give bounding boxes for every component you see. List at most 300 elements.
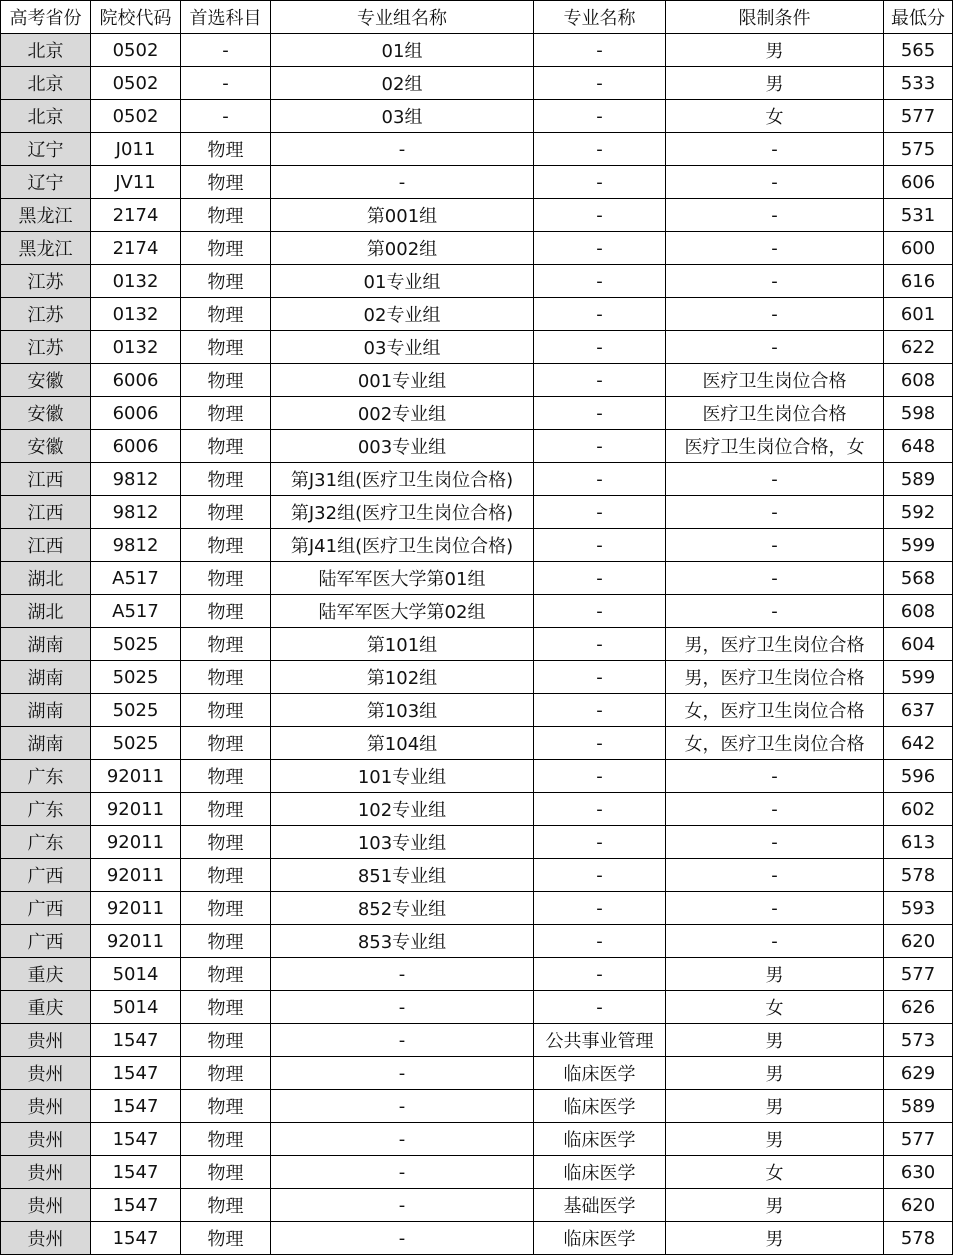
- header-school-code: 院校代码: [91, 1, 181, 34]
- cell-restriction: 男: [666, 1123, 884, 1156]
- cell-group-name: 853专业组: [271, 925, 534, 958]
- cell-school-code: 0132: [91, 265, 181, 298]
- cell-group-name: 001专业组: [271, 364, 534, 397]
- cell-restriction: 男: [666, 34, 884, 67]
- table-row: [1, 331, 953, 364]
- cell-major-name: -: [534, 562, 666, 595]
- cell-group-name: -: [271, 1123, 534, 1156]
- cell-major-name: -: [534, 628, 666, 661]
- header-min-score: 最低分: [884, 1, 953, 34]
- cell-group-name: 第J41组(医疗卫生岗位合格): [271, 529, 534, 562]
- cell-subject: 物理: [181, 1024, 271, 1057]
- table-row: [1, 1090, 953, 1123]
- cell-school-code: 1547: [91, 1057, 181, 1090]
- cell-school-code: 5025: [91, 694, 181, 727]
- cell-min-score: 622: [884, 331, 953, 364]
- cell-school-code: 0502: [91, 34, 181, 67]
- cell-restriction: 男: [666, 958, 884, 991]
- cell-min-score: 598: [884, 397, 953, 430]
- cell-min-score: 608: [884, 595, 953, 628]
- cell-school-code: 5014: [91, 958, 181, 991]
- cell-restriction: 医疗卫生岗位合格，女: [666, 430, 884, 463]
- cell-major-name: 临床医学: [534, 1090, 666, 1123]
- cell-province: 贵州: [1, 1222, 91, 1255]
- cell-major-name: 基础医学: [534, 1189, 666, 1222]
- cell-major-name: -: [534, 496, 666, 529]
- cell-min-score: 599: [884, 529, 953, 562]
- cell-min-score: 600: [884, 232, 953, 265]
- cell-min-score: 533: [884, 67, 953, 100]
- cell-school-code: 2174: [91, 232, 181, 265]
- cell-restriction: 女，医疗卫生岗位合格: [666, 727, 884, 760]
- cell-province: 辽宁: [1, 166, 91, 199]
- cell-subject: 物理: [181, 595, 271, 628]
- cell-group-name: 第J31组(医疗卫生岗位合格): [271, 463, 534, 496]
- table-row: [1, 430, 953, 463]
- cell-province: 江西: [1, 529, 91, 562]
- cell-province: 安徽: [1, 430, 91, 463]
- cell-min-score: 626: [884, 991, 953, 1024]
- cell-subject: -: [181, 67, 271, 100]
- table-row: [1, 199, 953, 232]
- cell-group-name: 03组: [271, 100, 534, 133]
- cell-group-name: 103专业组: [271, 826, 534, 859]
- cell-province: 黑龙江: [1, 199, 91, 232]
- cell-group-name: 101专业组: [271, 760, 534, 793]
- cell-province: 贵州: [1, 1090, 91, 1123]
- cell-province: 黑龙江: [1, 232, 91, 265]
- cell-subject: 物理: [181, 859, 271, 892]
- cell-subject: 物理: [181, 1189, 271, 1222]
- table-row: [1, 265, 953, 298]
- cell-province: 安徽: [1, 397, 91, 430]
- cell-min-score: 573: [884, 1024, 953, 1057]
- table-row: [1, 661, 953, 694]
- cell-subject: 物理: [181, 529, 271, 562]
- cell-subject: 物理: [181, 958, 271, 991]
- cell-school-code: 1547: [91, 1090, 181, 1123]
- cell-school-code: 0502: [91, 100, 181, 133]
- cell-group-name: -: [271, 166, 534, 199]
- cell-min-score: 578: [884, 1222, 953, 1255]
- cell-subject: 物理: [181, 463, 271, 496]
- cell-school-code: A517: [91, 562, 181, 595]
- cell-school-code: 5025: [91, 727, 181, 760]
- cell-major-name: -: [534, 595, 666, 628]
- cell-min-score: 629: [884, 1057, 953, 1090]
- table-row: [1, 991, 953, 1024]
- cell-province: 广西: [1, 925, 91, 958]
- cell-min-score: 620: [884, 1189, 953, 1222]
- table-row: [1, 232, 953, 265]
- table-row: [1, 1222, 953, 1255]
- cell-subject: 物理: [181, 1222, 271, 1255]
- cell-min-score: 592: [884, 496, 953, 529]
- cell-subject: 物理: [181, 298, 271, 331]
- header-group-name: 专业组名称: [271, 1, 534, 34]
- cell-subject: 物理: [181, 727, 271, 760]
- cell-school-code: 5014: [91, 991, 181, 1024]
- cell-subject: -: [181, 34, 271, 67]
- cell-subject: 物理: [181, 199, 271, 232]
- cell-restriction: 医疗卫生岗位合格: [666, 397, 884, 430]
- header-row: [1, 1, 953, 34]
- cell-major-name: 临床医学: [534, 1057, 666, 1090]
- cell-province: 广西: [1, 859, 91, 892]
- cell-school-code: 92011: [91, 892, 181, 925]
- cell-group-name: -: [271, 1222, 534, 1255]
- table-row: [1, 364, 953, 397]
- cell-group-name: 陆军军医大学第01组: [271, 562, 534, 595]
- table-row: [1, 166, 953, 199]
- cell-subject: 物理: [181, 1123, 271, 1156]
- cell-group-name: 02组: [271, 67, 534, 100]
- table-row: [1, 892, 953, 925]
- cell-min-score: 577: [884, 958, 953, 991]
- cell-restriction: 男，医疗卫生岗位合格: [666, 628, 884, 661]
- cell-subject: 物理: [181, 232, 271, 265]
- cell-major-name: -: [534, 463, 666, 496]
- cell-min-score: 616: [884, 265, 953, 298]
- cell-group-name: 陆军军医大学第02组: [271, 595, 534, 628]
- cell-min-score: 575: [884, 133, 953, 166]
- cell-school-code: 0132: [91, 298, 181, 331]
- cell-min-score: 602: [884, 793, 953, 826]
- cell-school-code: JV11: [91, 166, 181, 199]
- cell-restriction: 女: [666, 1156, 884, 1189]
- cell-restriction: -: [666, 232, 884, 265]
- cell-subject: 物理: [181, 1057, 271, 1090]
- cell-restriction: 医疗卫生岗位合格: [666, 364, 884, 397]
- table-row: [1, 925, 953, 958]
- table-row: [1, 34, 953, 67]
- cell-group-name: 第102组: [271, 661, 534, 694]
- cell-school-code: 6006: [91, 430, 181, 463]
- cell-group-name: 003专业组: [271, 430, 534, 463]
- cell-major-name: -: [534, 364, 666, 397]
- cell-province: 贵州: [1, 1123, 91, 1156]
- cell-school-code: 1547: [91, 1189, 181, 1222]
- cell-school-code: 9812: [91, 463, 181, 496]
- cell-province: 重庆: [1, 991, 91, 1024]
- table-row: [1, 958, 953, 991]
- cell-group-name: -: [271, 133, 534, 166]
- cell-major-name: -: [534, 958, 666, 991]
- cell-group-name: 第J32组(医疗卫生岗位合格): [271, 496, 534, 529]
- cell-major-name: -: [534, 793, 666, 826]
- cell-major-name: -: [534, 265, 666, 298]
- cell-school-code: 2174: [91, 199, 181, 232]
- cell-province: 湖南: [1, 694, 91, 727]
- cell-school-code: 1547: [91, 1222, 181, 1255]
- header-major-name: 专业名称: [534, 1, 666, 34]
- cell-major-name: -: [534, 232, 666, 265]
- cell-school-code: 1547: [91, 1156, 181, 1189]
- cell-restriction: 男: [666, 1090, 884, 1123]
- cell-school-code: 9812: [91, 496, 181, 529]
- cell-restriction: 男，医疗卫生岗位合格: [666, 661, 884, 694]
- cell-subject: 物理: [181, 430, 271, 463]
- cell-school-code: J011: [91, 133, 181, 166]
- cell-subject: 物理: [181, 694, 271, 727]
- cell-province: 湖南: [1, 628, 91, 661]
- header-restriction: 限制条件: [666, 1, 884, 34]
- table-row: [1, 694, 953, 727]
- cell-subject: 物理: [181, 166, 271, 199]
- cell-restriction: -: [666, 892, 884, 925]
- cell-group-name: -: [271, 958, 534, 991]
- cell-restriction: 女，医疗卫生岗位合格: [666, 694, 884, 727]
- cell-restriction: -: [666, 529, 884, 562]
- cell-group-name: -: [271, 1189, 534, 1222]
- cell-subject: 物理: [181, 628, 271, 661]
- cell-province: 江西: [1, 463, 91, 496]
- cell-restriction: -: [666, 133, 884, 166]
- cell-major-name: 公共事业管理: [534, 1024, 666, 1057]
- cell-subject: 物理: [181, 496, 271, 529]
- cell-school-code: 92011: [91, 826, 181, 859]
- cell-major-name: 临床医学: [534, 1123, 666, 1156]
- cell-province: 江苏: [1, 298, 91, 331]
- cell-min-score: 568: [884, 562, 953, 595]
- table-row: [1, 67, 953, 100]
- cell-group-name: 102专业组: [271, 793, 534, 826]
- table-row: [1, 1189, 953, 1222]
- table-row: [1, 1024, 953, 1057]
- cell-major-name: -: [534, 826, 666, 859]
- cell-restriction: 女: [666, 100, 884, 133]
- cell-school-code: 5025: [91, 661, 181, 694]
- cell-major-name: -: [534, 991, 666, 1024]
- cell-province: 湖北: [1, 595, 91, 628]
- table-row: [1, 298, 953, 331]
- cell-restriction: -: [666, 595, 884, 628]
- cell-group-name: -: [271, 1156, 534, 1189]
- cell-major-name: -: [534, 661, 666, 694]
- cell-province: 湖南: [1, 661, 91, 694]
- cell-major-name: -: [534, 859, 666, 892]
- cell-restriction: -: [666, 562, 884, 595]
- cell-group-name: 01专业组: [271, 265, 534, 298]
- cell-subject: 物理: [181, 397, 271, 430]
- cell-major-name: -: [534, 430, 666, 463]
- table-row: [1, 1057, 953, 1090]
- cell-school-code: 92011: [91, 925, 181, 958]
- cell-school-code: 92011: [91, 859, 181, 892]
- cell-min-score: 608: [884, 364, 953, 397]
- cell-min-score: 577: [884, 1123, 953, 1156]
- header-province: 高考省份: [1, 1, 91, 34]
- cell-group-name: 852专业组: [271, 892, 534, 925]
- cell-subject: 物理: [181, 331, 271, 364]
- cell-subject: 物理: [181, 364, 271, 397]
- table-row: [1, 1156, 953, 1189]
- cell-major-name: 临床医学: [534, 1222, 666, 1255]
- cell-group-name: 第103组: [271, 694, 534, 727]
- cell-restriction: -: [666, 298, 884, 331]
- cell-subject: 物理: [181, 133, 271, 166]
- cell-school-code: 1547: [91, 1123, 181, 1156]
- cell-restriction: 男: [666, 67, 884, 100]
- cell-school-code: 0132: [91, 331, 181, 364]
- cell-major-name: -: [534, 760, 666, 793]
- cell-province: 贵州: [1, 1057, 91, 1090]
- cell-min-score: 604: [884, 628, 953, 661]
- cell-restriction: -: [666, 760, 884, 793]
- cell-restriction: -: [666, 265, 884, 298]
- table-row: [1, 133, 953, 166]
- cell-subject: 物理: [181, 562, 271, 595]
- cell-min-score: 531: [884, 199, 953, 232]
- table-body: [1, 34, 953, 1255]
- cell-subject: 物理: [181, 661, 271, 694]
- cell-province: 广东: [1, 826, 91, 859]
- cell-min-score: 642: [884, 727, 953, 760]
- header-subject: 首选科目: [181, 1, 271, 34]
- cell-min-score: 589: [884, 1090, 953, 1123]
- cell-min-score: 593: [884, 892, 953, 925]
- cell-subject: 物理: [181, 1156, 271, 1189]
- cell-restriction: -: [666, 166, 884, 199]
- table-row: [1, 727, 953, 760]
- cell-school-code: 1547: [91, 1024, 181, 1057]
- cell-province: 湖北: [1, 562, 91, 595]
- cell-major-name: -: [534, 925, 666, 958]
- cell-min-score: 613: [884, 826, 953, 859]
- cell-subject: 物理: [181, 760, 271, 793]
- cell-major-name: -: [534, 892, 666, 925]
- cell-restriction: 男: [666, 1189, 884, 1222]
- cell-restriction: -: [666, 859, 884, 892]
- cell-province: 江苏: [1, 265, 91, 298]
- table-row: [1, 826, 953, 859]
- cell-group-name: 03专业组: [271, 331, 534, 364]
- cell-school-code: 0502: [91, 67, 181, 100]
- table-row: [1, 496, 953, 529]
- cell-subject: 物理: [181, 892, 271, 925]
- cell-subject: 物理: [181, 826, 271, 859]
- cell-major-name: 临床医学: [534, 1156, 666, 1189]
- cell-restriction: -: [666, 331, 884, 364]
- cell-school-code: 9812: [91, 529, 181, 562]
- cell-province: 广东: [1, 760, 91, 793]
- cell-major-name: -: [534, 199, 666, 232]
- cell-group-name: -: [271, 1057, 534, 1090]
- cell-subject: 物理: [181, 991, 271, 1024]
- table-row: [1, 1123, 953, 1156]
- cell-min-score: 606: [884, 166, 953, 199]
- table-row: [1, 760, 953, 793]
- cell-school-code: 5025: [91, 628, 181, 661]
- cell-min-score: 637: [884, 694, 953, 727]
- table-row: [1, 463, 953, 496]
- cell-restriction: -: [666, 496, 884, 529]
- cell-min-score: 565: [884, 34, 953, 67]
- cell-subject: 物理: [181, 793, 271, 826]
- cell-major-name: -: [534, 331, 666, 364]
- cell-province: 贵州: [1, 1024, 91, 1057]
- cell-province: 重庆: [1, 958, 91, 991]
- cell-group-name: 第001组: [271, 199, 534, 232]
- cell-group-name: 002专业组: [271, 397, 534, 430]
- cell-min-score: 596: [884, 760, 953, 793]
- cell-min-score: 577: [884, 100, 953, 133]
- cell-major-name: -: [534, 166, 666, 199]
- cell-major-name: -: [534, 100, 666, 133]
- cell-school-code: 92011: [91, 760, 181, 793]
- cell-province: 江西: [1, 496, 91, 529]
- cell-major-name: -: [534, 133, 666, 166]
- cell-school-code: 92011: [91, 793, 181, 826]
- cell-restriction: -: [666, 826, 884, 859]
- cell-subject: 物理: [181, 925, 271, 958]
- cell-province: 广西: [1, 892, 91, 925]
- table-row: [1, 529, 953, 562]
- cell-province: 安徽: [1, 364, 91, 397]
- cell-min-score: 648: [884, 430, 953, 463]
- cell-major-name: -: [534, 694, 666, 727]
- cell-min-score: 599: [884, 661, 953, 694]
- cell-school-code: 6006: [91, 397, 181, 430]
- cell-group-name: -: [271, 1090, 534, 1123]
- cell-province: 贵州: [1, 1156, 91, 1189]
- table-row: [1, 859, 953, 892]
- table-row: [1, 793, 953, 826]
- cell-province: 广东: [1, 793, 91, 826]
- cell-subject: 物理: [181, 265, 271, 298]
- cell-group-name: 第002组: [271, 232, 534, 265]
- cell-min-score: 620: [884, 925, 953, 958]
- cell-subject: -: [181, 100, 271, 133]
- cell-restriction: 男: [666, 1057, 884, 1090]
- table-row: [1, 595, 953, 628]
- cell-group-name: 02专业组: [271, 298, 534, 331]
- cell-restriction: -: [666, 925, 884, 958]
- cell-restriction: -: [666, 793, 884, 826]
- cell-major-name: -: [534, 34, 666, 67]
- cell-restriction: -: [666, 199, 884, 232]
- cell-restriction: 男: [666, 1222, 884, 1255]
- table-row: [1, 397, 953, 430]
- cell-restriction: 女: [666, 991, 884, 1024]
- table-row: [1, 562, 953, 595]
- cell-major-name: -: [534, 529, 666, 562]
- cell-min-score: 601: [884, 298, 953, 331]
- cell-restriction: 男: [666, 1024, 884, 1057]
- cell-group-name: 851专业组: [271, 859, 534, 892]
- cell-province: 北京: [1, 34, 91, 67]
- cell-major-name: -: [534, 397, 666, 430]
- cell-group-name: -: [271, 991, 534, 1024]
- cell-group-name: 第101组: [271, 628, 534, 661]
- cell-major-name: -: [534, 727, 666, 760]
- cell-group-name: -: [271, 1024, 534, 1057]
- cell-min-score: 589: [884, 463, 953, 496]
- cell-province: 贵州: [1, 1189, 91, 1222]
- cell-province: 北京: [1, 100, 91, 133]
- cell-province: 江苏: [1, 331, 91, 364]
- table-row: [1, 628, 953, 661]
- cell-min-score: 578: [884, 859, 953, 892]
- cell-group-name: 第104组: [271, 727, 534, 760]
- cell-province: 北京: [1, 67, 91, 100]
- cell-province: 辽宁: [1, 133, 91, 166]
- cell-major-name: -: [534, 298, 666, 331]
- cell-group-name: 01组: [271, 34, 534, 67]
- cell-subject: 物理: [181, 1090, 271, 1123]
- cell-major-name: -: [534, 67, 666, 100]
- table-row: [1, 100, 953, 133]
